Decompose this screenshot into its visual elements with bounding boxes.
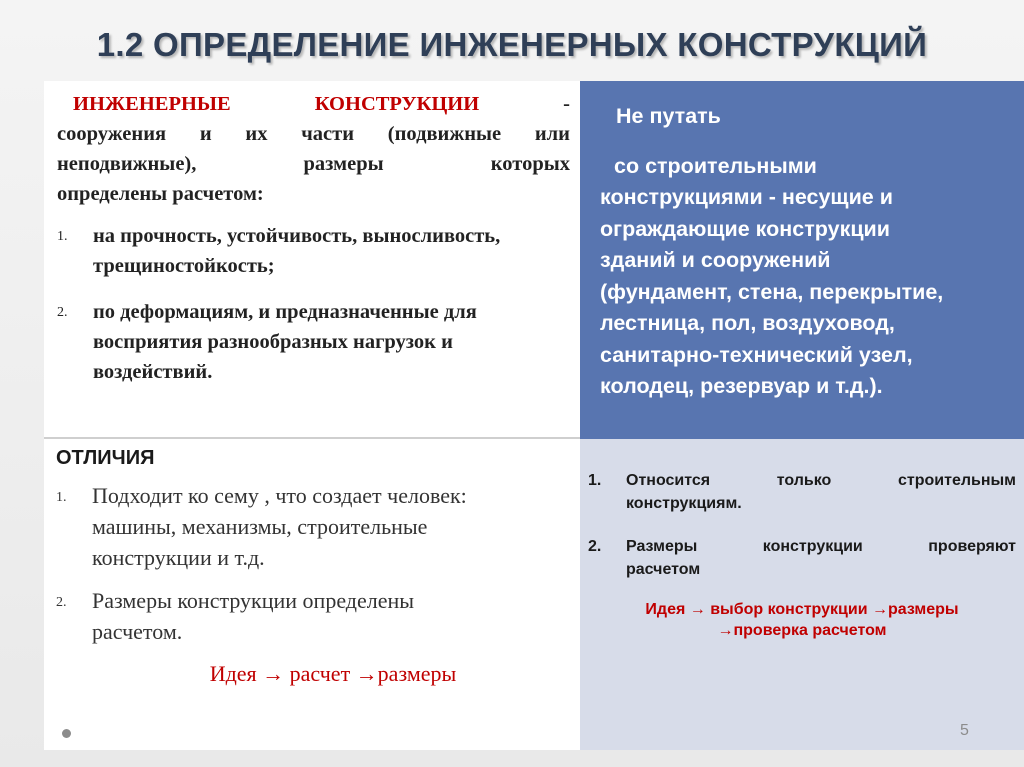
building-panel	[580, 439, 1024, 750]
not-confuse-panel	[580, 81, 1024, 439]
list-item	[588, 535, 1016, 581]
term-word-1: ИНЖЕНЕРНЫЕ	[73, 93, 231, 115]
list-text: по деформациям, и предназначенные для восприятия разнообразных нагрузок и воздействий.	[93, 301, 477, 383]
list-text-line-1: Размеры конструкции проверяют	[626, 538, 1016, 555]
construction-line-2: конструкциями - несущие и	[600, 185, 893, 209]
construction-line-5: (фундамент, стена, перекрытие,	[600, 279, 944, 304]
list-text-line-2: конструкциям.	[626, 495, 742, 512]
differences-panel	[44, 437, 580, 750]
list-text: Подходит ко сему , что создает человек: машины, механизмы, строительные конструкции и т.д.	[92, 483, 467, 570]
slide-title: 1.2 ОПРЕДЕЛЕНИЕ ИНЖЕНЕРНЫХ КОНСТРУКЦИЙ	[96, 26, 928, 63]
list-text: Размеры конструкции определены расчетом.	[92, 588, 415, 644]
list-number: 2.	[56, 595, 67, 610]
construction-line-8: колодец, резервуар и т.д.).	[600, 374, 883, 398]
idea-formula-right-2: →проверка расчетом	[717, 622, 887, 639]
term-word-2: КОНСТРУКЦИИ	[314, 93, 480, 115]
list-text-line-2: расчетом	[626, 561, 701, 578]
differences-title: ОТЛИЧИЯ	[56, 447, 155, 469]
list-item	[57, 221, 570, 281]
page-number: 5	[960, 722, 969, 739]
list-item	[56, 480, 570, 573]
definition-line-3: определены расчетом:	[57, 183, 264, 205]
list-item	[56, 585, 570, 647]
list-text	[626, 535, 1016, 581]
list-item	[588, 469, 1016, 515]
term-dash: -	[563, 93, 570, 115]
list-number: 1.	[57, 229, 68, 244]
construction-line-6: лестница, пол, воздуховод,	[600, 311, 895, 335]
slide-bullet-dot	[62, 729, 71, 738]
list-text	[626, 469, 1016, 515]
list-text: на прочность, устойчивость, выносливость, трещиностойкость;	[93, 225, 501, 277]
list-item	[57, 297, 570, 387]
not-confuse-heading: Не путать	[616, 104, 721, 128]
definition-list	[57, 221, 570, 387]
list-number: 1.	[56, 490, 67, 505]
definition-term-line	[57, 89, 570, 119]
list-number: 2.	[588, 538, 602, 555]
idea-formula-right-1: Идея → выбор конструкции →размеры	[645, 601, 959, 618]
construction-line-3: ограждающие конструкции	[600, 216, 890, 241]
list-text-line-1: Относится только строительным	[626, 472, 1016, 489]
construction-line-7: санитарно-технический узел,	[600, 342, 913, 367]
definition-panel	[44, 81, 580, 437]
definition-line-1: сооружения и их части (подвижные или	[57, 123, 570, 145]
list-number: 2.	[57, 305, 68, 320]
construction-line-4: зданий и сооружений	[600, 248, 831, 272]
definition-line-2: неподвижные), размеры которых	[57, 153, 570, 175]
list-number: 1.	[588, 472, 602, 489]
idea-formula-left: Идея → расчет →размеры	[209, 661, 457, 686]
construction-line-1: со строительными	[614, 153, 817, 178]
